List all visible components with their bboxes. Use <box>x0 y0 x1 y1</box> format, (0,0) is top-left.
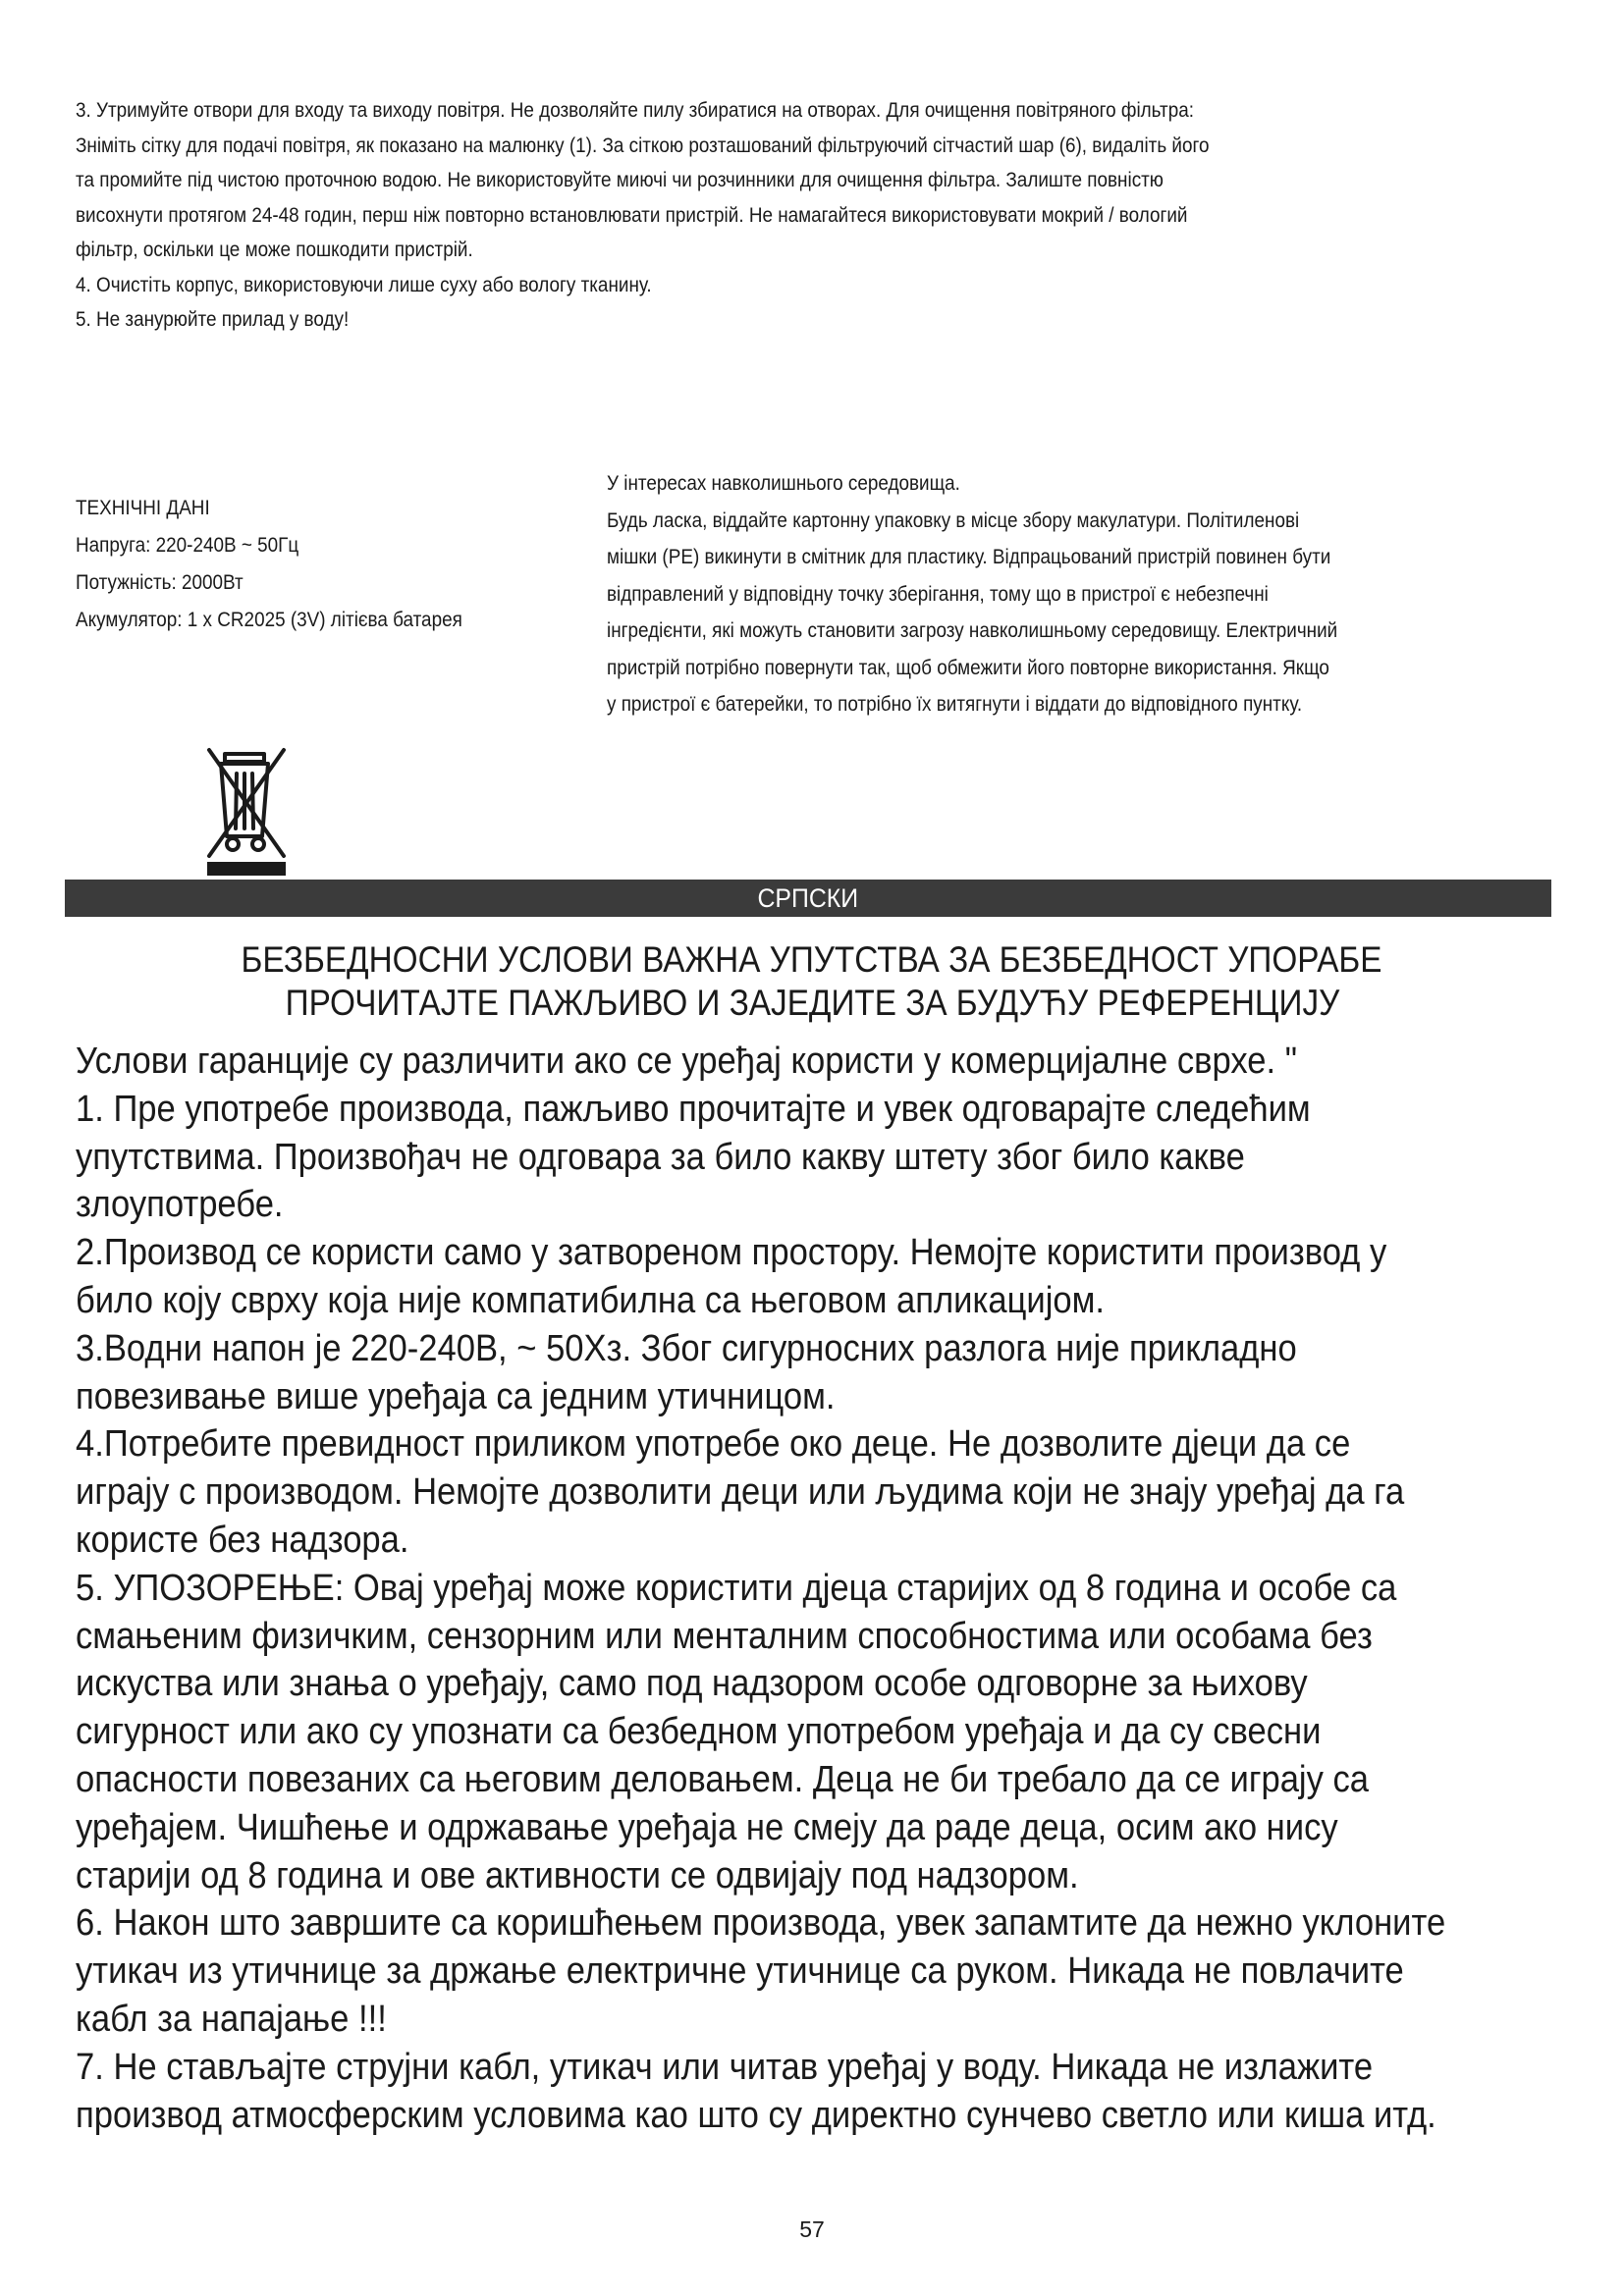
text-line: 5. Не занурюйте прилад у воду! <box>76 308 350 331</box>
body-line: сигурност или ако су упознати са безбедном употребом уређаја и да су свесни <box>76 1711 1322 1753</box>
text-line: 3. Утримуйте отвори для входу та виходу повітря. Не дозволяйте пилу збиратися на отворах. Для очищення повітряного фільтра: <box>76 99 1194 122</box>
page-number: 57 <box>799 2216 825 2242</box>
env-line: відправлений у відповідну точку зберігання, тому що в пристрої є небезпечні <box>607 582 1269 606</box>
language-section-bar <box>65 880 1551 917</box>
body-line: старији од 8 година и ове активности се одвијају под надзором. <box>76 1854 1079 1896</box>
body-line: производ атмосферским условима као што су директно сунчево светло или киша итд. <box>76 2094 1436 2136</box>
text-line: висохнути протягом 24-48 годин, перш ніж повторно встановлювати пристрій. Не намагайтеся використовувати мокрий / вологий <box>76 203 1188 227</box>
env-line: У інтересах навколишнього середовища. <box>607 472 960 495</box>
section-label: СРПСКИ <box>757 883 859 913</box>
text-line: 4. Очистіть корпус, використовуючи лише суху або вологу тканину. <box>76 273 652 296</box>
body-line: злоупотребе. <box>76 1184 284 1226</box>
tech-title: ТЕХНІЧНІ ДАНІ <box>76 497 210 519</box>
body-line: било коју сврху која није компатибилна са његовом апликацијом. <box>76 1279 1105 1321</box>
maintenance-instructions <box>76 93 1410 338</box>
text-line: та промийте під чистою проточною водою. Не використовуйте миючі чи розчинники для очищення фільтра. Залиште повністю <box>76 169 1164 191</box>
body-line: 5. УПОЗОРЕЊЕ: Овај уређај може користити дјеца старијих од 8 година и особе са <box>76 1567 1397 1609</box>
body-line: 7. Не стављајте струјни кабл, утикач или читав уређај у воду. Никада не излажите <box>76 2046 1374 2088</box>
body-line: 6. Након што завршите са коришћењем производа, увек запамтите да нежно уклоните <box>76 1902 1446 1945</box>
env-line: Будь ласка, віддайте картонну упаковку в місце збору макулатури. Політиленові <box>607 508 1300 532</box>
text-line: Зніміть сітку для подачі повітря, як показано на малюнку (1). За сіткою розташований фільтруючий сітчастий шар (6), видаліть його <box>76 133 1210 157</box>
body-line: користе без надзора. <box>76 1519 409 1561</box>
env-line: у пристрої є батерейки, то потрібно їх витягнути і віддати до відповідного пунтку. <box>607 693 1303 716</box>
body-line: 1. Пре употребе производа, пажљиво прочитајте и увек одговарајте следећим <box>76 1088 1311 1130</box>
body-line: упутствима. Произвођач не одговара за било какву штету због било какве <box>76 1136 1245 1178</box>
body-line: уређајем. Чишћење и одржавање уређаја не смеју да раде деца, осим ако нису <box>76 1806 1338 1848</box>
safety-heading <box>76 938 1548 1025</box>
heading-line-1: БЕЗБЕДНОСНИ УСЛОВИ ВАЖНА УПУТСТВА ЗА БЕЗБЕДНОСТ УПОРАБЕ <box>242 939 1382 980</box>
heading-line-2: ПРОЧИТАЈТЕ ПАЖЉИВО И ЗАЈЕДИТЕ ЗА БУДУЋУ РЕФЕРЕНЦИЈУ <box>285 983 1339 1023</box>
body-line: искуства или знања о уређају, само под надзором особе одговорне за њихову <box>76 1663 1308 1705</box>
tech-power: Потужність: 2000Вт <box>76 571 244 594</box>
crossed-out-wheelie-bin-icon <box>203 744 290 878</box>
env-line: пристрій потрібно повернути так, щоб обмежити його повторне використання. Якщо <box>607 656 1329 679</box>
tech-battery: Акумулятор: 1 x CR2025 (3V) літієва батарея <box>76 609 462 631</box>
environment-notice <box>607 465 1337 723</box>
body-line: 3.Водни напон је 220-240В, ~ 50Хз. Због сигурносних разлога није прикладно <box>76 1327 1297 1369</box>
body-line: 2.Производ се користи само у затвореном простору. Немојте користити производ у <box>76 1232 1387 1274</box>
body-line: повезивање више уређаја са једним утичницом. <box>76 1375 836 1417</box>
body-line: Услови гаранције су различити ако се уређај користи у комерцијалне сврхе. " <box>76 1041 1297 1082</box>
safety-instructions <box>76 1038 1470 2139</box>
body-line: 4.Потребите превидност приликом употребе око деце. Не дозволите дјеци да се <box>76 1423 1351 1466</box>
body-line: смањеним физичким, сензорним или менталним способностима или особама без <box>76 1615 1373 1657</box>
env-line: мішки (PE) викинути в смітник для пластику. Відпрацьований пристрій повинен бути <box>607 546 1331 568</box>
body-line: утикач из утичнице за држање електричне утичнице са руком. Никада не повлачите <box>76 1950 1404 1993</box>
env-line: інгредієнти, які можуть становити загрозу навколишньому середовищу. Електричний <box>607 619 1338 642</box>
body-line: кабл за напајање !!! <box>76 1998 387 2040</box>
technical-specs <box>76 490 462 639</box>
body-line: опасности повезаних са његовим деловањем. Деца не би требало да се играју са <box>76 1758 1370 1800</box>
body-line: играју с производом. Немојте дозволити деци или људима који не знају уређај да га <box>76 1471 1405 1514</box>
tech-voltage: Напруга: 220-240В ~ 50Гц <box>76 534 299 557</box>
text-line: фільтр, оскільки це може пошкодити пристрій. <box>76 239 473 261</box>
